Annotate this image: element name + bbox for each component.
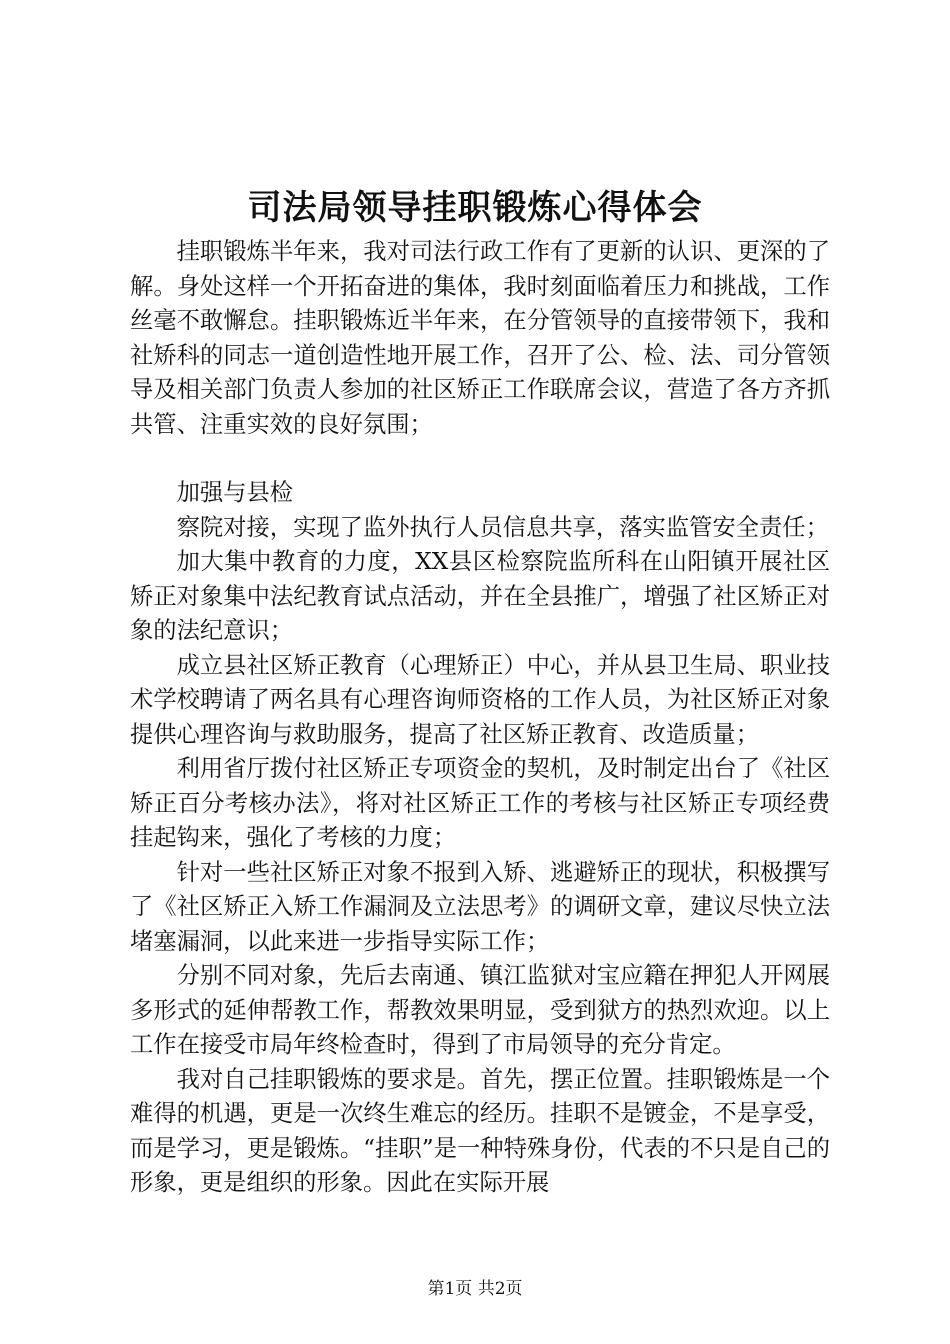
paragraph-8: 分别不同对象，先后去南通、镇江监狱对宝应籍在押犯人开网展多形式的延伸帮教工作，帮教效果明显，受到狱方的热烈欢迎。以上工作在接受市局年终检查时，得到了市局领导的充分肯定。 xyxy=(130,962,830,1058)
paragraph-7: 针对一些社区矫正对象不报到入矫、逃避矫正的现状，积极撰写了《社区矫正入矫工作漏洞及立法思考》的调研文章，建议尽快立法堵塞漏洞，以此来进一步指导实际工作； xyxy=(130,858,830,955)
paragraph-6: 利用省厅拨付社区矫正专项资金的契机，及时制定出台了《社区矫正百分考核办法》，将对社区矫正工作的考核与社区矫正专项经费挂起钩来，强化了考核的力度； xyxy=(130,755,830,851)
paragraph-9: 我对自己挂职锻炼的要求是。首先，摆正位置。挂职锻炼是一个难得的机遇，更是一次终生难忘的经历。挂职不是镀金，不是享受，而是学习，更是锻炼。“挂职”是一种特殊身份，代表的不只是自己的形象，更是组织的形象。因此在实际开展 xyxy=(130,1065,830,1196)
page-number-footer: 第1页 共2页 xyxy=(427,1279,523,1299)
paragraph-2: 加强与县检 xyxy=(176,479,294,506)
paragraph-5: 成立县社区矫正教育（心理矫正）中心，并从县卫生局、职业技术学校聘请了两名具有心理咨询师资格的工作人员，为社区矫正对象提供心理咨询与救助服务，提高了社区矫正教育、改造质量； xyxy=(130,651,830,748)
paragraph-3: 察院对接，实现了监外执行人员信息共享，落实监管安全责任； xyxy=(176,513,829,541)
paragraph-4: 加大集中教育的力度，XX县区检察院监所科在山阳镇开展社区矫正对象集中法纪教育试点活动，并在全县推广，增强了社区矫正对象的法纪意识； xyxy=(130,548,830,644)
document-body xyxy=(130,235,830,1201)
document-title: 司法局领导挂职锻炼心得体会 xyxy=(247,188,703,228)
paragraph-1: 挂职锻炼半年来，我对司法行政工作有了更新的认识、更深的了解。身处这样一个开拓奋进的集体，我时刻面临着压力和挑战，工作丝毫不敢懈怠。挂职锻炼近半年来，在分管领导的直接带领下，我和社矫科的同志一道创造性地开展工作，召开了公、检、法、司分管领导及相关部门负责人参加的社区矫正工作联席会议，营造了各方齐抓共管、注重实效的良好氛围； xyxy=(130,238,830,438)
